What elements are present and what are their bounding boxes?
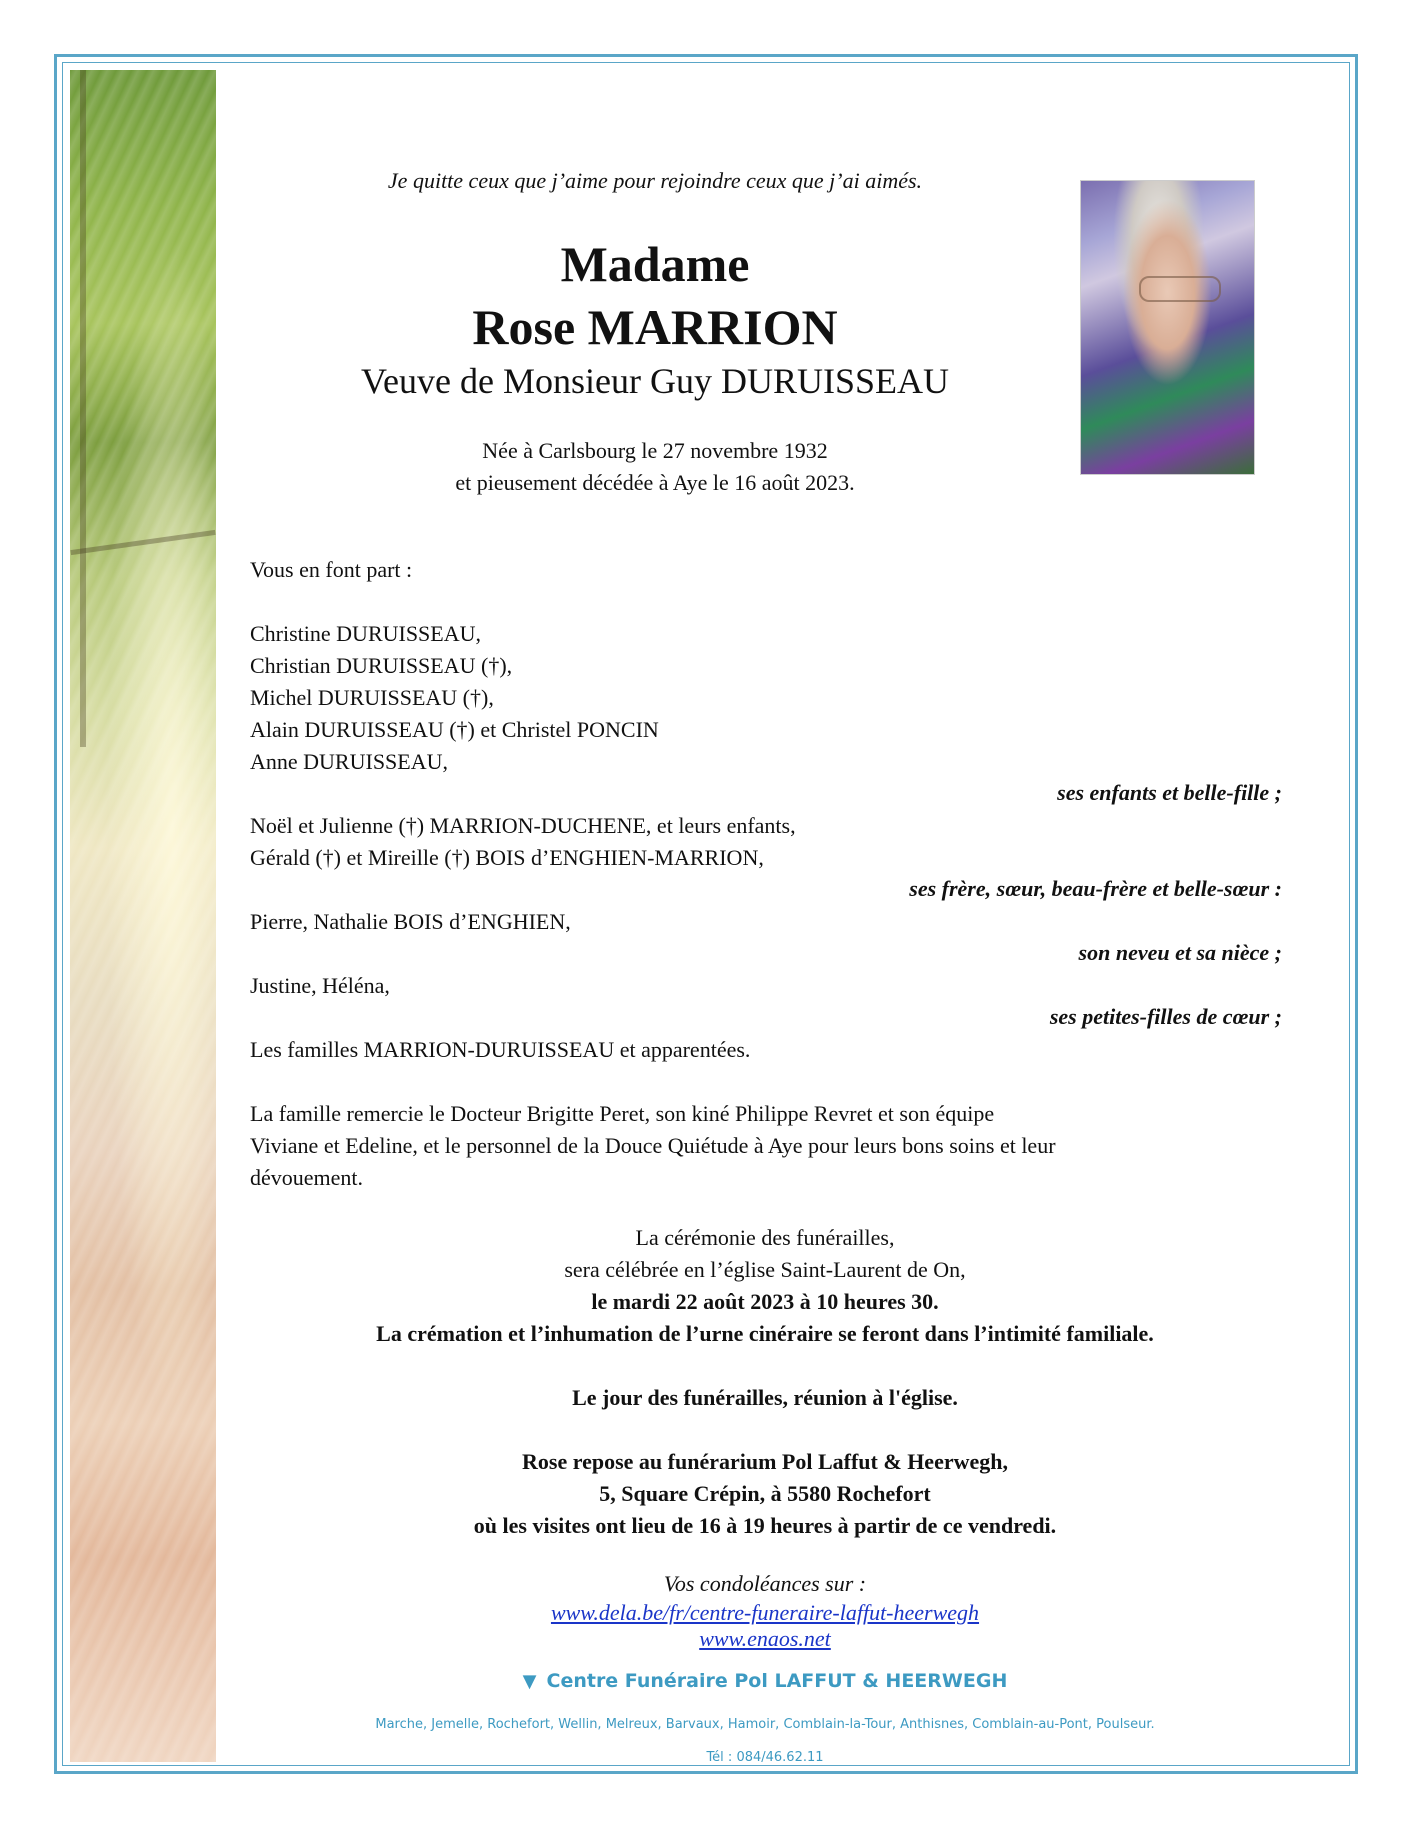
children-role: ses enfants et belle-fille ; [1057, 780, 1282, 805]
rest-block [250, 1446, 1280, 1542]
list-item: Christian DURUISSEAU (†), [250, 653, 513, 678]
rest-line: où les visites ont lieu de 16 à 19 heures à partir de ce vendredi. [473, 1513, 1057, 1538]
thanks-paragraph [250, 1098, 1056, 1194]
siblings-list [250, 810, 796, 874]
list-item: Gérald (†) et Mireille (†) BOIS d’ENGHIEN-MARRION, [250, 845, 764, 870]
condolences-link-enaos[interactable]: www.enaos.net [699, 1626, 831, 1651]
children-list [250, 618, 659, 778]
phone-number: Tél : 084/46.62.11 [706, 1750, 824, 1765]
birth-line: Née à Carlsbourg le 27 novembre 1932 [482, 438, 828, 463]
ceremony-line: sera célébrée en l’église Saint-Laurent de On, [564, 1257, 966, 1282]
death-line: et pieusement décédée à Aye le 16 août 2023. [455, 470, 855, 495]
ceremony-line: La cérémonie des funérailles, [635, 1225, 895, 1250]
nephew-role: son neveu et sa nièce ; [1078, 940, 1282, 965]
quote: Je quitte ceux que j’aime pour rejoindre ceux que j’ai aimés. [387, 168, 923, 193]
portrait-photo [1080, 180, 1255, 475]
funeral-home-brand [250, 1670, 1280, 1692]
thanks-line: La famille remercie le Docteur Brigitte Peret, son kiné Philippe Revret et son équipe [250, 1101, 995, 1126]
thanks-line: Viviane et Edeline, et le personnel de la Douce Quiétude à Aye pour leurs bons soins et leur [250, 1133, 1056, 1158]
granddaughters-role: ses petites-filles de cœur ; [1049, 1004, 1282, 1029]
condolences-block [250, 1568, 1280, 1652]
intro-text: Vous en font part : [250, 557, 413, 582]
siblings-role: ses frère, sœur, beau-frère et belle-sœur : [909, 876, 1282, 901]
condolences-link-dela[interactable]: www.dela.be/fr/centre-funeraire-laffut-heerwegh [550, 1600, 980, 1625]
list-item: Anne DURUISSEAU, [250, 749, 448, 774]
rest-line: 5, Square Crépin, à 5580 Rochefort [599, 1481, 931, 1506]
list-item: Michel DURUISSEAU (†), [250, 685, 494, 710]
list-item: Christine DURUISSEAU, [250, 621, 482, 646]
thanks-line: dévouement. [250, 1165, 364, 1190]
granddaughters-line: Justine, Héléna, [250, 973, 390, 998]
ceremony-block [250, 1222, 1280, 1350]
families-line: Les familles MARRION-DURUISSEAU et apparentées. [250, 1037, 751, 1062]
list-item: Alain DURUISSEAU (†) et Christel PONCIN [250, 717, 659, 742]
sun-rays [70, 70, 216, 1762]
list-item: Noël et Julienne (†) MARRION-DUCHENE, et leurs enfants, [250, 813, 796, 838]
glasses-detail [1139, 276, 1221, 302]
honorific: Madame [560, 236, 750, 292]
meeting-line: Le jour des funérailles, réunion à l'église. [572, 1385, 958, 1410]
forest-path-image [70, 70, 216, 1762]
tree-trunk [80, 70, 86, 747]
nephew-line: Pierre, Nathalie BOIS d’ENGHIEN, [250, 909, 571, 934]
ceremony-date: le mardi 22 août 2023 à 10 heures 30. [591, 1289, 939, 1314]
ceremony-cremation: La crémation et l’inhumation de l’urne cinéraire se feront dans l’intimité familiale. [376, 1321, 1154, 1346]
towns-list: Marche, Jemelle, Rochefort, Wellin, Melreux, Barvaux, Hamoir, Comblain-la-Tour, Anthisnes, Comblain-au-Pont, Poulseur. [375, 1717, 1155, 1732]
triangle-down-icon: ▼ [522, 1671, 537, 1692]
condolences-label: Vos condoléances sur : [663, 1571, 867, 1596]
brand-name: Centre Funéraire Pol LAFFUT & HEERWEGH [546, 1670, 1008, 1692]
widow-line: Veuve de Monsieur Guy DURUISSEAU [361, 361, 949, 401]
rest-line: Rose repose au funérarium Pol Laffut & Heerwegh, [522, 1449, 1008, 1474]
deceased-name: Rose MARRION [472, 299, 838, 355]
